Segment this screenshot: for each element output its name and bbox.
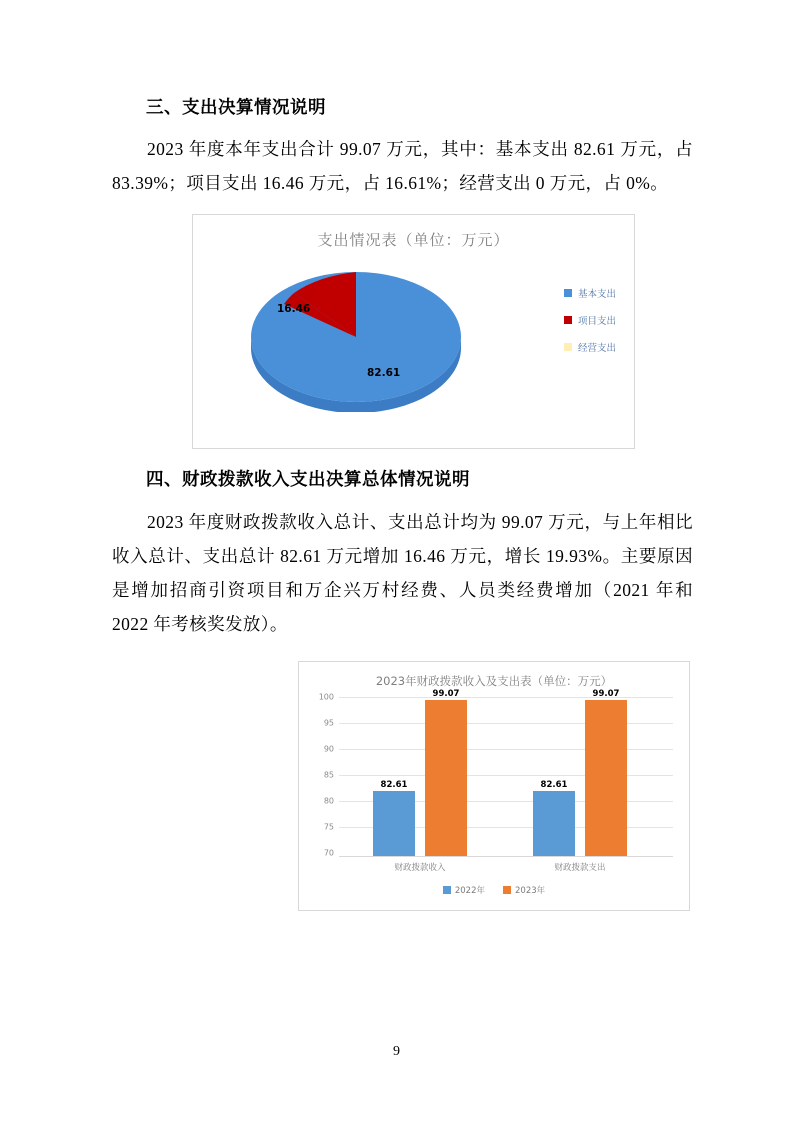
pie-legend-item-operating — [564, 340, 616, 354]
legend-swatch-icon-basic — [564, 289, 572, 297]
bar-legend-label-2023: 2023年 — [515, 886, 546, 896]
pie-chart-area — [193, 250, 634, 420]
bar-chart-legend — [299, 884, 689, 896]
bar-legend-label-2022: 2022年 — [454, 886, 485, 896]
bar-legend-item-2022 — [443, 884, 485, 896]
bar-chart-grid — [339, 689, 673, 857]
pie-chart-title: 支出情况表（单位：万元） — [317, 231, 510, 250]
bar-2022-income — [373, 791, 415, 856]
section-paragraph-3: 2023 年度本年支出合计 99.07 万元，其中：基本支出 82.61 万元，占 83.39%；项目支出 16.46 万元，占 16.61%；经营支出 0 万元，占 0%。 — [112, 139, 693, 194]
bar-chart-y-axis — [313, 692, 337, 858]
y-tick-75: 75 — [323, 822, 334, 832]
legend-swatch-icon-2022 — [443, 886, 451, 894]
pie-legend-label-basic: 基本支出 — [577, 289, 616, 301]
category-label-income: 财政拨款收入 — [394, 863, 446, 873]
category-label-expenditure: 财政拨款支出 — [554, 863, 606, 873]
section-heading-4: 四、财政拨款收入支出决算总体情况说明 — [146, 470, 470, 491]
pie-svg — [249, 262, 464, 412]
pie-legend-label-project: 项目支出 — [577, 316, 616, 328]
bar-chart-plot — [313, 689, 673, 858]
bar-legend-item-2023 — [503, 884, 545, 896]
legend-swatch-icon-project — [564, 316, 572, 324]
pie-legend-item-project — [564, 313, 616, 327]
bar-value-2023-income: 99.07 — [432, 689, 460, 699]
pie-legend-item-basic — [564, 286, 616, 300]
bar-chart-category-axis — [339, 857, 673, 877]
bar-value-2023-expenditure: 99.07 — [592, 689, 620, 699]
page-number: 9 — [393, 1044, 400, 1059]
bar-value-2022-expenditure: 82.61 — [540, 780, 568, 790]
y-tick-100: 100 — [318, 692, 334, 702]
legend-swatch-icon-2023 — [503, 886, 511, 894]
bar-value-2022-income: 82.61 — [380, 780, 408, 790]
bar-2023-income — [425, 700, 467, 856]
expenditure-pie-chart — [192, 214, 635, 449]
bar-2022-expenditure — [533, 791, 575, 856]
bar-2023-expenditure — [585, 700, 627, 856]
y-tick-80: 80 — [323, 796, 334, 806]
y-tick-95: 95 — [323, 718, 334, 728]
y-tick-70: 70 — [323, 848, 334, 858]
pie-slice-label-project: 16.46 — [277, 303, 311, 316]
pie-legend-label-operating: 经营支出 — [577, 343, 616, 355]
pie-legend — [564, 286, 616, 367]
y-tick-85: 85 — [323, 770, 334, 780]
section-paragraph-4: 2023 年度财政拨款收入总计、支出总计均为 99.07 万元，与上年相比收入总计、支出总计 82.61 万元增加 16.46 万元，增长 19.93%。主要原因是增加招商引资项目和万企兴万村经费、人员类经费增加（2021 年和 2022 年考核奖发放）。 — [112, 511, 693, 634]
bar-chart-title: 2023年财政拨款收入及支出表（单位：万元） — [375, 674, 613, 688]
legend-swatch-icon-operating — [564, 343, 572, 351]
fiscal-appropriation-bar-chart — [298, 661, 690, 911]
pie-graphic — [249, 262, 464, 412]
y-tick-90: 90 — [323, 744, 334, 754]
section-heading-3: 三、支出决算情况说明 — [146, 98, 326, 118]
pie-slice-label-basic: 82.61 — [367, 367, 401, 380]
